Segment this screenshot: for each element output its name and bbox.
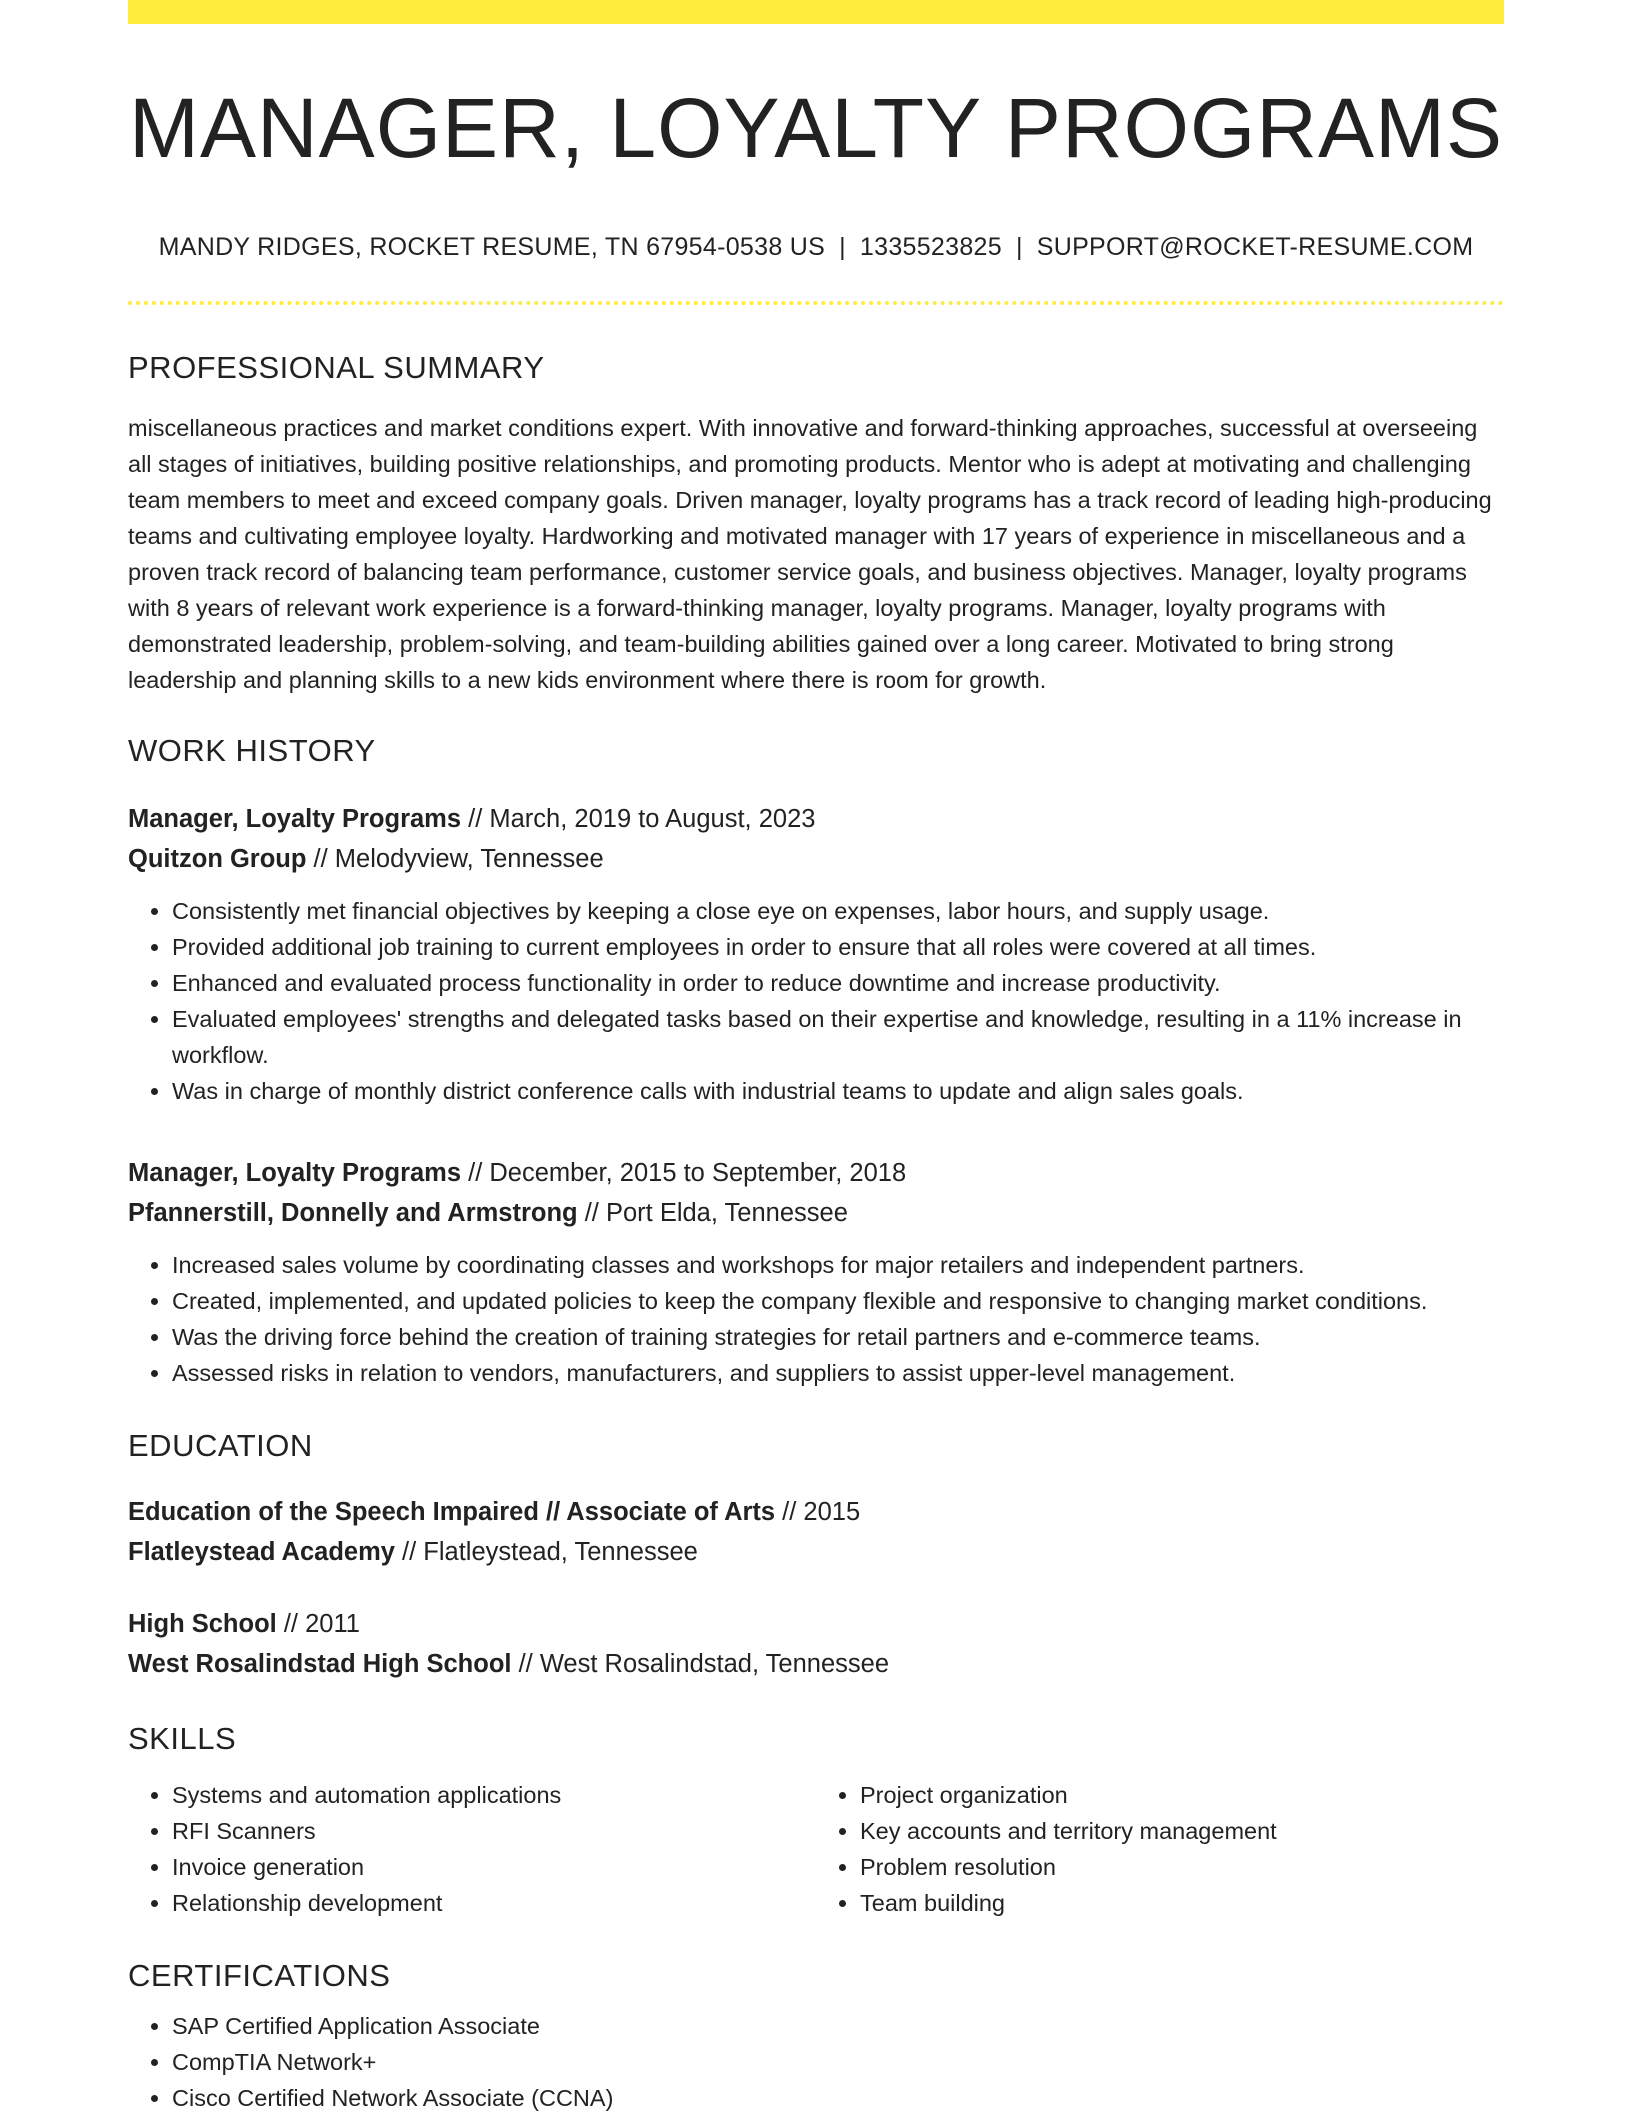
- job-bullet: • Evaluated employees' strengths and delegated tasks based on their expertise and knowledge, resulting in a 11% increase in workflow.: [172, 1001, 1504, 1073]
- education-heading: EDUCATION: [128, 1427, 313, 1463]
- skills-columns: [128, 1777, 1504, 1921]
- education-location: // Flatleystead, Tennessee: [394, 1537, 698, 1566]
- skill-item: • Project organization: [860, 1777, 1504, 1813]
- job-bullet: • Increased sales volume by coordinating classes and workshops for major retailers and independent partners.: [172, 1247, 1504, 1283]
- education-degree-line: [128, 1604, 1504, 1644]
- education-entry: [128, 1604, 1504, 1684]
- job-entry: [128, 1153, 1504, 1391]
- certifications-list: [128, 2008, 1504, 2112]
- skill-item: • Problem resolution: [860, 1849, 1504, 1885]
- dotted-divider: [128, 301, 1504, 305]
- job-title-line: [128, 799, 1504, 839]
- contact-address: MANDY RIDGES, ROCKET RESUME, TN 67954-0538 US: [158, 233, 826, 262]
- job-location: // Port Elda, Tennessee: [577, 1198, 848, 1227]
- job-company: Pfannerstill, Donnelly and Armstrong: [128, 1198, 578, 1227]
- certification-item: • Cisco Certified Network Associate (CCNA): [172, 2080, 1504, 2112]
- contact-separator: |: [839, 233, 846, 262]
- education-degree: Education of the Speech Impaired // Associate of Arts: [128, 1497, 776, 1526]
- skill-item: • Systems and automation applications: [172, 1777, 816, 1813]
- job-title: Manager, Loyalty Programs: [128, 804, 462, 833]
- resume-page: [128, 0, 1504, 2112]
- job-bullet: • Consistently met financial objectives by keeping a close eye on expenses, labor hours, and supply usage.: [172, 893, 1504, 929]
- job-bullet: • Created, implemented, and updated policies to keep the company flexible and responsive to changing market conditions.: [172, 1283, 1504, 1319]
- education-school: West Rosalindstad High School: [128, 1649, 512, 1678]
- job-bullet: • Assessed risks in relation to vendors, manufacturers, and suppliers to assist upper-level management.: [172, 1355, 1504, 1391]
- education-location: // West Rosalindstad, Tennessee: [511, 1649, 890, 1678]
- job-dates: // March, 2019 to August, 2023: [461, 804, 816, 833]
- job-bullets: [128, 893, 1504, 1109]
- skill-item: • Invoice generation: [172, 1849, 816, 1885]
- job-entry: [128, 799, 1504, 1109]
- summary-heading: PROFESSIONAL SUMMARY: [128, 350, 545, 386]
- education-school-line: [128, 1532, 1504, 1572]
- job-bullet: • Was the driving force behind the creation of training strategies for retail partners and e-commerce teams.: [172, 1319, 1504, 1355]
- job-company-line: [128, 1193, 1504, 1233]
- job-company: Quitzon Group: [128, 844, 307, 873]
- skill-item: • Key accounts and territory management: [860, 1813, 1504, 1849]
- skills-list-right: [816, 1777, 1504, 1921]
- job-bullet: • Enhanced and evaluated process functionality in order to reduce downtime and increase productivity.: [172, 965, 1504, 1001]
- contact-line: [128, 232, 1504, 262]
- education-school: Flatleystead Academy: [128, 1537, 395, 1566]
- skill-item: • RFI Scanners: [172, 1813, 816, 1849]
- education-year: // 2011: [276, 1609, 360, 1638]
- work-history-heading: WORK HISTORY: [128, 732, 376, 768]
- education-degree-line: [128, 1492, 1504, 1532]
- job-dates: // December, 2015 to September, 2018: [461, 1158, 907, 1187]
- contact-email[interactable]: SUPPORT@ROCKET-RESUME.COM: [1036, 233, 1474, 262]
- skill-item: • Team building: [860, 1885, 1504, 1921]
- certifications-heading: CERTIFICATIONS: [128, 1958, 391, 1994]
- skills-heading: SKILLS: [128, 1720, 237, 1756]
- job-bullet: • Provided additional job training to current employees in order to ensure that all roles were covered at all times.: [172, 929, 1504, 965]
- job-bullets: [128, 1247, 1504, 1391]
- education-degree: High School: [128, 1609, 277, 1638]
- certification-item: • SAP Certified Application Associate: [172, 2008, 1504, 2044]
- job-title-line: [128, 1153, 1504, 1193]
- education-school-line: [128, 1644, 1504, 1684]
- summary-text: miscellaneous practices and market conditions expert. With innovative and forward-thinking approaches, successful at overseeing all stages of initiatives, building positive relationships, and promoting products. Mentor who is adept at motivating and challenging team members to meet and exceed company goals. Driven manager, loyalty programs has a track record of leading high-producing teams and cultivating employee loyalty. Hardworking and motivated manager with 17 years of experience in miscellaneous and a proven track record of balancing team performance, customer service goals, and business objectives. Manager, loyalty programs with 8 years of relevant work experience is a forward-thinking manager, loyalty programs. Manager, loyalty programs with demonstrated leadership, problem-solving, and team-building abilities gained over a long career. Motivated to bring strong leadership and planning skills to a new kids environment where there is room for growth.: [128, 414, 1492, 693]
- skills-list-left: [128, 1777, 816, 1921]
- skill-item: • Relationship development: [172, 1885, 816, 1921]
- resume-title: MANAGER, LOYALTY PROGRAMS: [129, 81, 1503, 175]
- job-bullet: • Was in charge of monthly district conference calls with industrial teams to update and align sales goals.: [172, 1073, 1504, 1109]
- job-company-line: [128, 839, 1504, 879]
- job-title: Manager, Loyalty Programs: [128, 1158, 462, 1187]
- contact-separator: |: [1015, 233, 1023, 262]
- education-entry: [128, 1492, 1504, 1572]
- job-location: // Melodyview, Tennessee: [306, 844, 604, 873]
- education-year: // 2015: [775, 1497, 861, 1526]
- certification-item: • CompTIA Network+: [172, 2044, 1504, 2080]
- contact-phone[interactable]: 1335523825: [859, 233, 1002, 262]
- accent-top-bar: [128, 0, 1504, 24]
